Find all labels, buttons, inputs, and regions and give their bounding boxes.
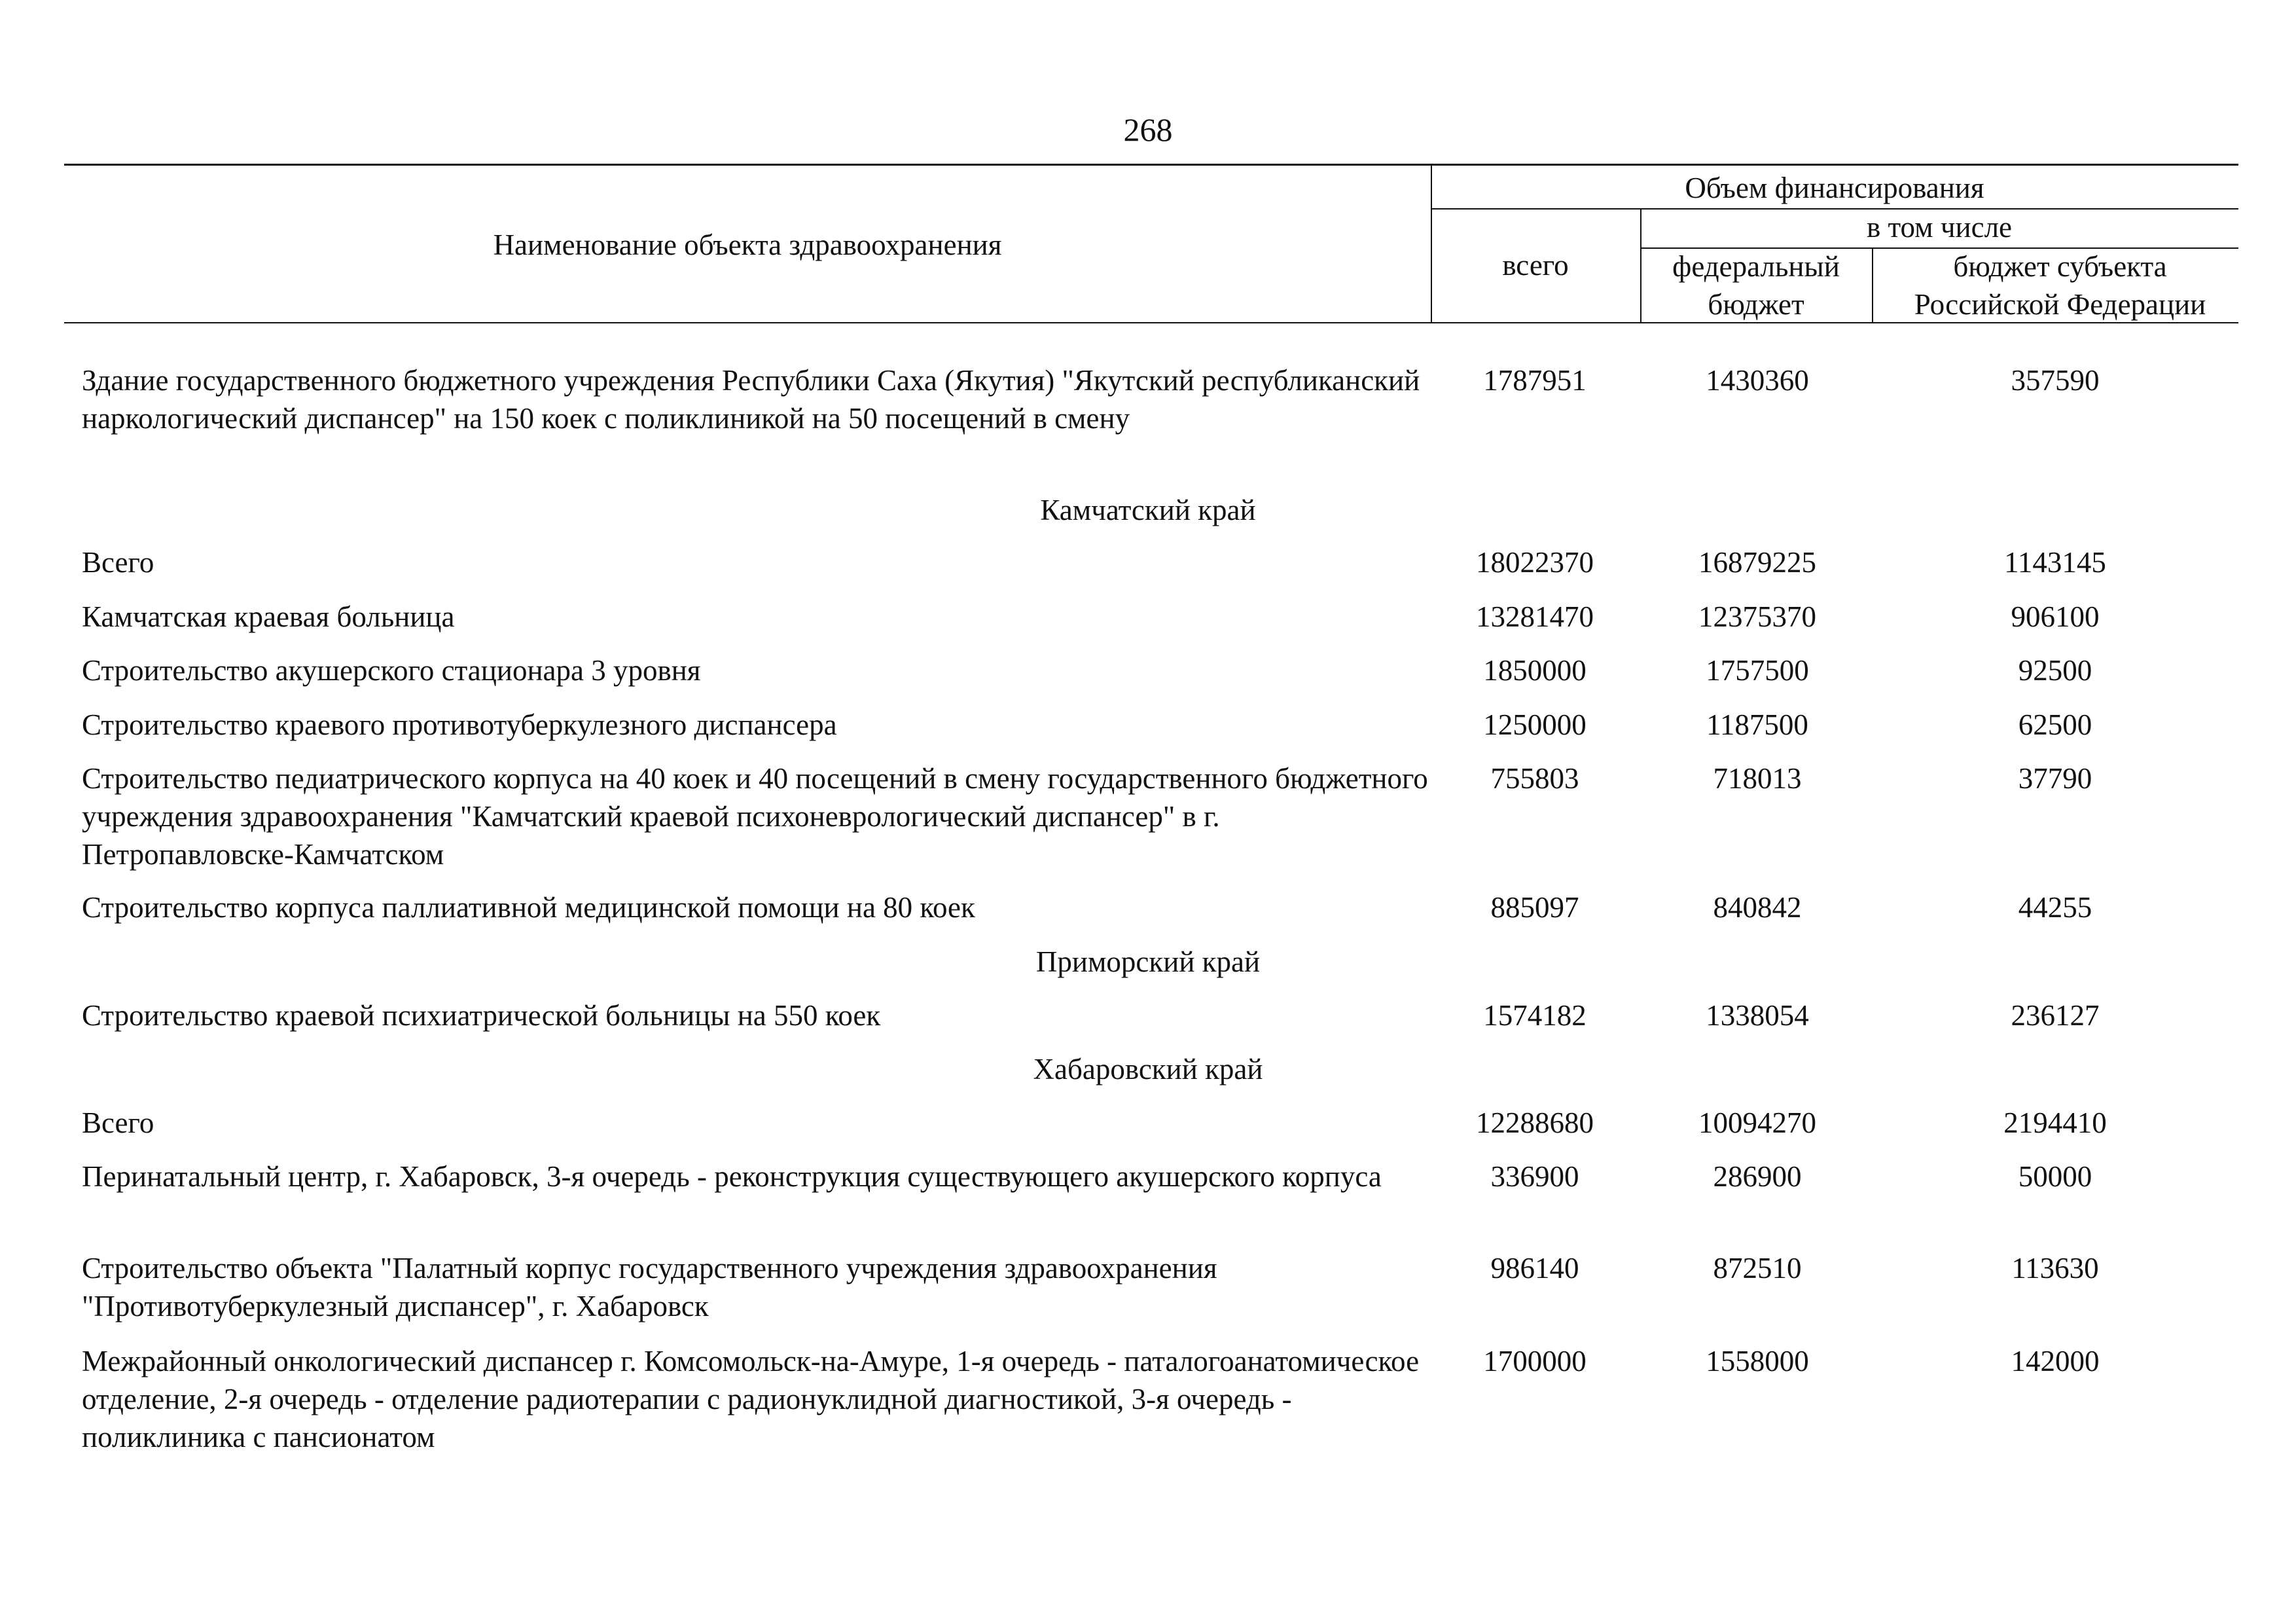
row-total: 755803 xyxy=(1490,762,1579,795)
section-heading: Камчатский край xyxy=(1040,494,1256,526)
row-name: Строительство акушерского стационара 3 уровня xyxy=(82,654,701,687)
row-total: 1850000 xyxy=(1483,654,1587,687)
header-federal: федеральный бюджет xyxy=(1672,250,1840,321)
row-federal: 1187500 xyxy=(1706,708,1808,741)
row-regional: 357590 xyxy=(2011,364,2100,397)
row-name: Строительство педиатрического корпуса на 40 коек и 40 посещений в смену государственного бюджетного учреждения здравоохранения "Камчатский краевой психоневрологический диспансер" в г. Петропавловске-Камчатском xyxy=(82,762,1428,871)
row-federal: 1338054 xyxy=(1706,999,1809,1032)
row-name: Межрайонный онкологический диспансер г. Комсомольск-на-Амуре, 1-я очередь - паталогоанатомическое отделение, 2-я очередь - отделение радиотерапии с радионуклидной диагностикой, 3-я очередь - поликлиника с пансионатом xyxy=(82,1345,1420,1453)
row-total: 1250000 xyxy=(1483,708,1587,741)
row-regional: 142000 xyxy=(2011,1345,2100,1377)
row-name: Всего xyxy=(82,546,154,579)
row-regional: 37790 xyxy=(2018,762,2092,795)
row-total: 12288680 xyxy=(1476,1106,1594,1139)
header-regional: бюджет субъекта Российской Федерации xyxy=(1914,250,2206,321)
page-number: 268 xyxy=(1123,111,1173,148)
row-federal: 10094270 xyxy=(1698,1106,1816,1139)
row-federal: 12375370 xyxy=(1698,600,1816,633)
row-federal: 16879225 xyxy=(1698,546,1816,579)
row-name: Всего xyxy=(82,1106,154,1139)
row-federal: 718013 xyxy=(1713,762,1802,795)
row-federal: 1757500 xyxy=(1706,654,1809,687)
row-total: 885097 xyxy=(1490,891,1579,924)
row-total: 1574182 xyxy=(1483,999,1587,1032)
row-name: Строительство краевой психиатрической больницы на 550 коек xyxy=(82,999,881,1032)
row-regional: 2194410 xyxy=(2003,1106,2107,1139)
row-total: 1700000 xyxy=(1483,1345,1587,1377)
row-total: 986140 xyxy=(1490,1252,1579,1285)
row-federal: 1558000 xyxy=(1706,1345,1809,1377)
row-regional: 62500 xyxy=(2018,708,2092,741)
table-top-rule xyxy=(64,164,2238,166)
row-total: 18022370 xyxy=(1476,546,1594,579)
row-regional: 44255 xyxy=(2018,891,2092,924)
row-federal: 1430360 xyxy=(1706,364,1809,397)
row-total: 336900 xyxy=(1490,1160,1579,1193)
header-total: всего xyxy=(1502,249,1569,282)
row-name: Строительство краевого противотуберкулезного диспансера xyxy=(82,708,837,741)
row-name: Камчатская краевая больница xyxy=(82,600,455,633)
row-regional: 92500 xyxy=(2018,654,2092,687)
row-regional: 906100 xyxy=(2011,600,2100,633)
row-total: 13281470 xyxy=(1476,600,1594,633)
row-total: 1787951 xyxy=(1483,364,1587,397)
row-name: Строительство корпуса паллиативной медицинской помощи на 80 коек xyxy=(82,891,975,924)
section-heading: Хабаровский край xyxy=(1033,1053,1263,1085)
row-federal: 872510 xyxy=(1713,1252,1802,1285)
row-name: Здание государственного бюджетного учреждения Республики Саха (Якутия) "Якутский республиканский наркологический диспансер" на 150 коек с поликлиникой на 50 посещений в смену xyxy=(82,364,1420,435)
row-name: Строительство объекта "Палатный корпус государственного учреждения здравоохранения "Противотуберкулезный диспансер", г. Хабаровск xyxy=(82,1252,1217,1322)
header-including: в том числе xyxy=(1866,211,2013,244)
header-bottom-rule xyxy=(64,322,2238,323)
row-federal: 286900 xyxy=(1713,1160,1802,1193)
row-regional: 1143145 xyxy=(2004,546,2106,579)
section-heading: Приморский край xyxy=(1035,945,1261,978)
header-funding: Объем финансирования xyxy=(1685,172,1984,204)
row-regional: 236127 xyxy=(2011,999,2100,1032)
row-federal: 840842 xyxy=(1713,891,1802,924)
header-name-column: Наименование объекта здравоохранения xyxy=(493,228,1002,261)
row-name: Перинатальный центр, г. Хабаровск, 3-я очередь - реконструкция существующего акушерского корпуса xyxy=(82,1160,1382,1193)
header-divider-federal xyxy=(1872,247,1873,323)
row-regional: 113630 xyxy=(2011,1252,2099,1285)
row-regional: 50000 xyxy=(2018,1160,2092,1193)
